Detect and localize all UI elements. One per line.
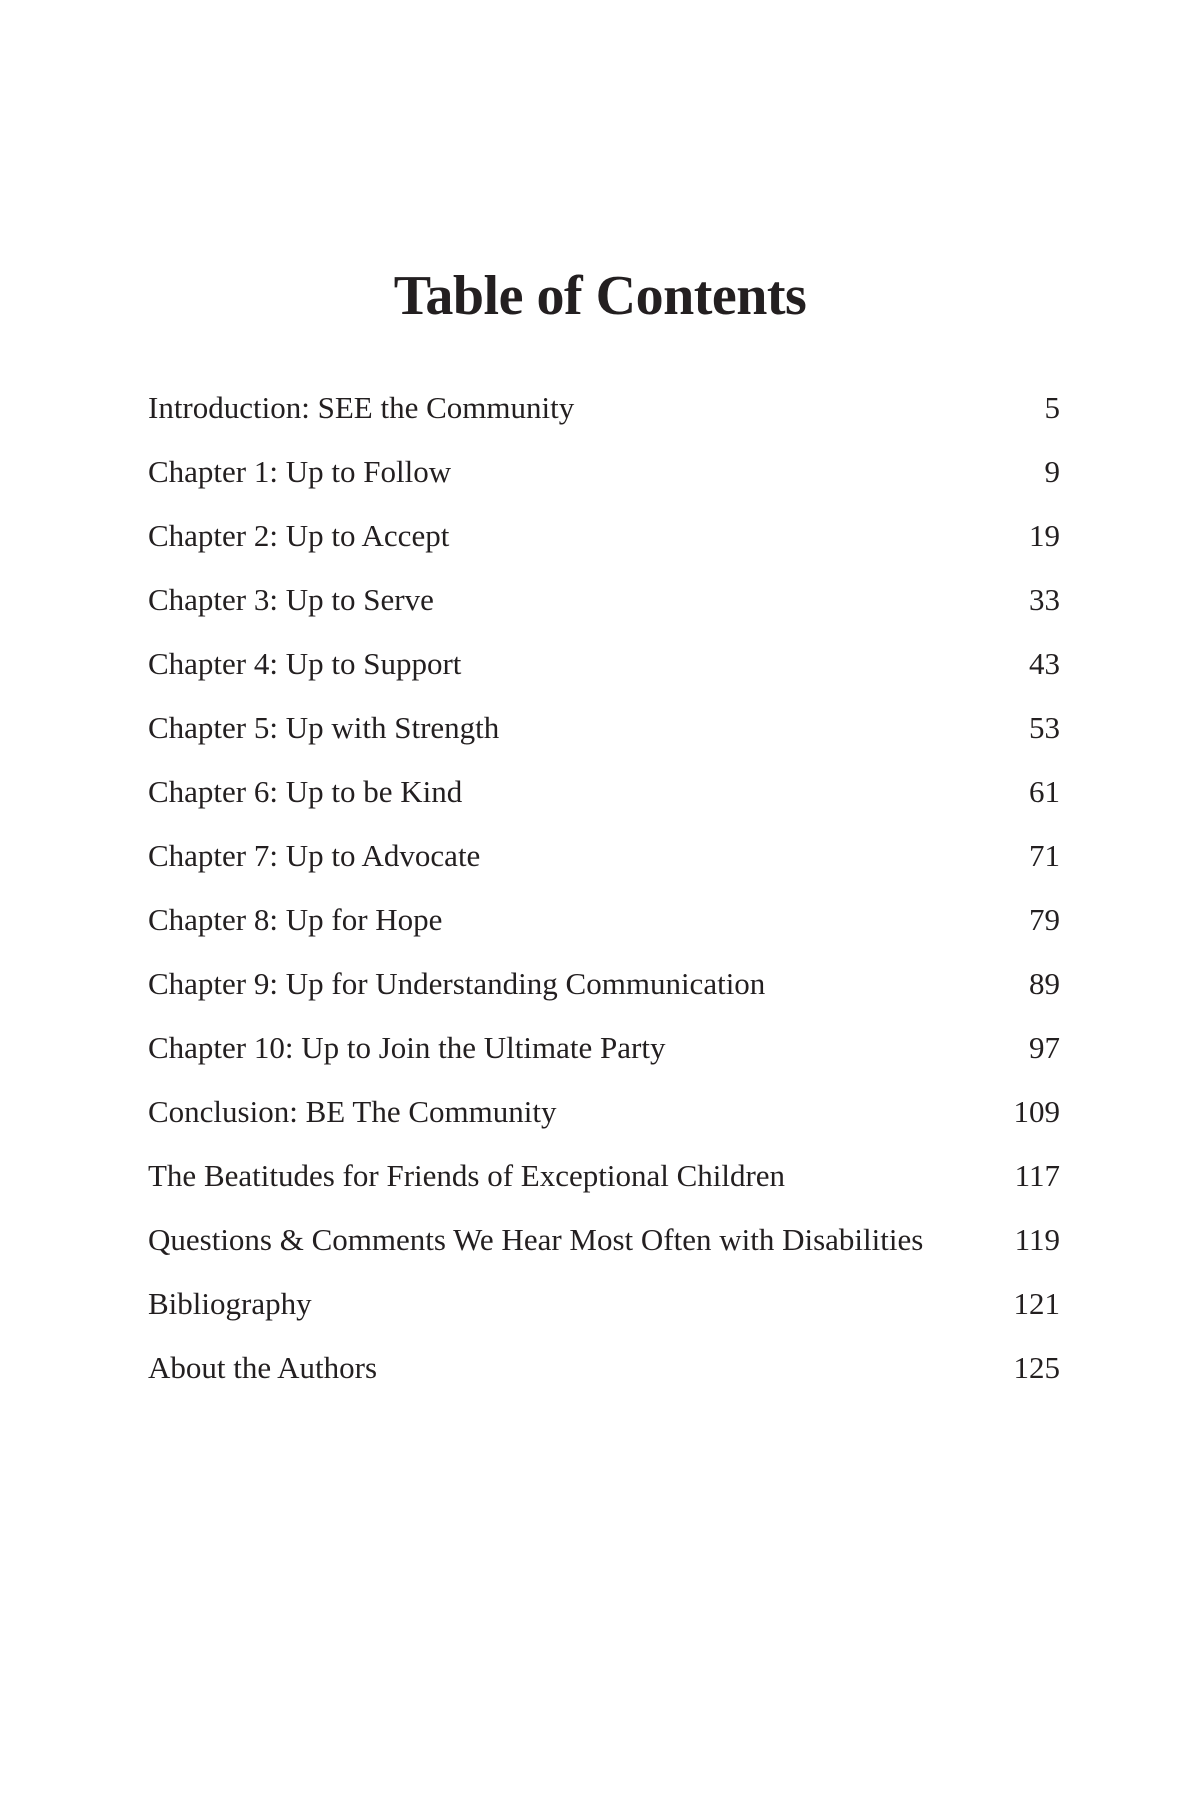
toc-entry-title: Bibliography xyxy=(148,1285,312,1321)
toc-entry xyxy=(148,888,1060,952)
toc-entry-title: Questions & Comments We Hear Most Often with Disabilities xyxy=(148,1221,924,1257)
toc-entry xyxy=(148,632,1060,696)
toc-entry xyxy=(148,1336,1060,1400)
toc-entry xyxy=(148,824,1060,888)
toc-entry-page-number: 121 xyxy=(1013,1285,1060,1321)
table-of-contents xyxy=(148,376,1060,1400)
toc-entry xyxy=(148,568,1060,632)
toc-entry-title: The Beatitudes for Friends of Exceptional Children xyxy=(148,1157,786,1193)
toc-entry-page-number: 61 xyxy=(1029,773,1060,809)
page-title: Table of Contents xyxy=(393,265,807,327)
toc-entry-title: Introduction: SEE the Community xyxy=(148,389,575,425)
toc-entry xyxy=(148,1272,1060,1336)
toc-entry xyxy=(148,952,1060,1016)
toc-entry xyxy=(148,440,1060,504)
toc-entry-title: Chapter 5: Up with Strength xyxy=(148,709,500,745)
toc-entry-title: Chapter 2: Up to Accept xyxy=(148,517,450,553)
toc-entry xyxy=(148,504,1060,568)
toc-entry-page-number: 117 xyxy=(1014,1157,1060,1193)
toc-entry-page-number: 109 xyxy=(1013,1093,1060,1129)
toc-entry-page-number: 53 xyxy=(1029,709,1060,745)
toc-entry-title: Chapter 7: Up to Advocate xyxy=(148,837,481,873)
toc-entry xyxy=(148,1016,1060,1080)
toc-entry-title: Chapter 10: Up to Join the Ultimate Party xyxy=(148,1029,666,1065)
toc-entry xyxy=(148,760,1060,824)
toc-entry-page-number: 43 xyxy=(1029,645,1060,681)
toc-entry-title: Chapter 4: Up to Support xyxy=(148,645,462,681)
toc-entry-page-number: 9 xyxy=(1044,453,1060,489)
toc-entry-page-number: 33 xyxy=(1029,581,1060,617)
toc-entry-title: Conclusion: BE The Community xyxy=(148,1093,557,1129)
toc-entry-page-number: 89 xyxy=(1029,965,1060,1001)
toc-entry-title: Chapter 3: Up to Serve xyxy=(148,581,434,617)
toc-entry-page-number: 5 xyxy=(1044,389,1060,425)
toc-entry-page-number: 97 xyxy=(1029,1029,1060,1065)
toc-entry xyxy=(148,376,1060,440)
toc-entry-title: Chapter 1: Up to Follow xyxy=(148,453,452,489)
toc-entry-page-number: 19 xyxy=(1029,517,1060,553)
toc-entry-page-number: 79 xyxy=(1029,901,1060,937)
toc-entry-title: Chapter 9: Up for Understanding Communication xyxy=(148,965,766,1001)
toc-entry xyxy=(148,1208,1060,1272)
toc-entry-page-number: 125 xyxy=(1013,1349,1060,1385)
toc-entry xyxy=(148,1144,1060,1208)
toc-entry-title: Chapter 6: Up to be Kind xyxy=(148,773,463,809)
toc-entry-page-number: 119 xyxy=(1014,1221,1060,1257)
toc-entry-page-number: 71 xyxy=(1029,837,1060,873)
toc-entry xyxy=(148,1080,1060,1144)
toc-entry-title: About the Authors xyxy=(148,1349,378,1385)
toc-entry-title: Chapter 8: Up for Hope xyxy=(148,901,443,937)
toc-entry xyxy=(148,696,1060,760)
